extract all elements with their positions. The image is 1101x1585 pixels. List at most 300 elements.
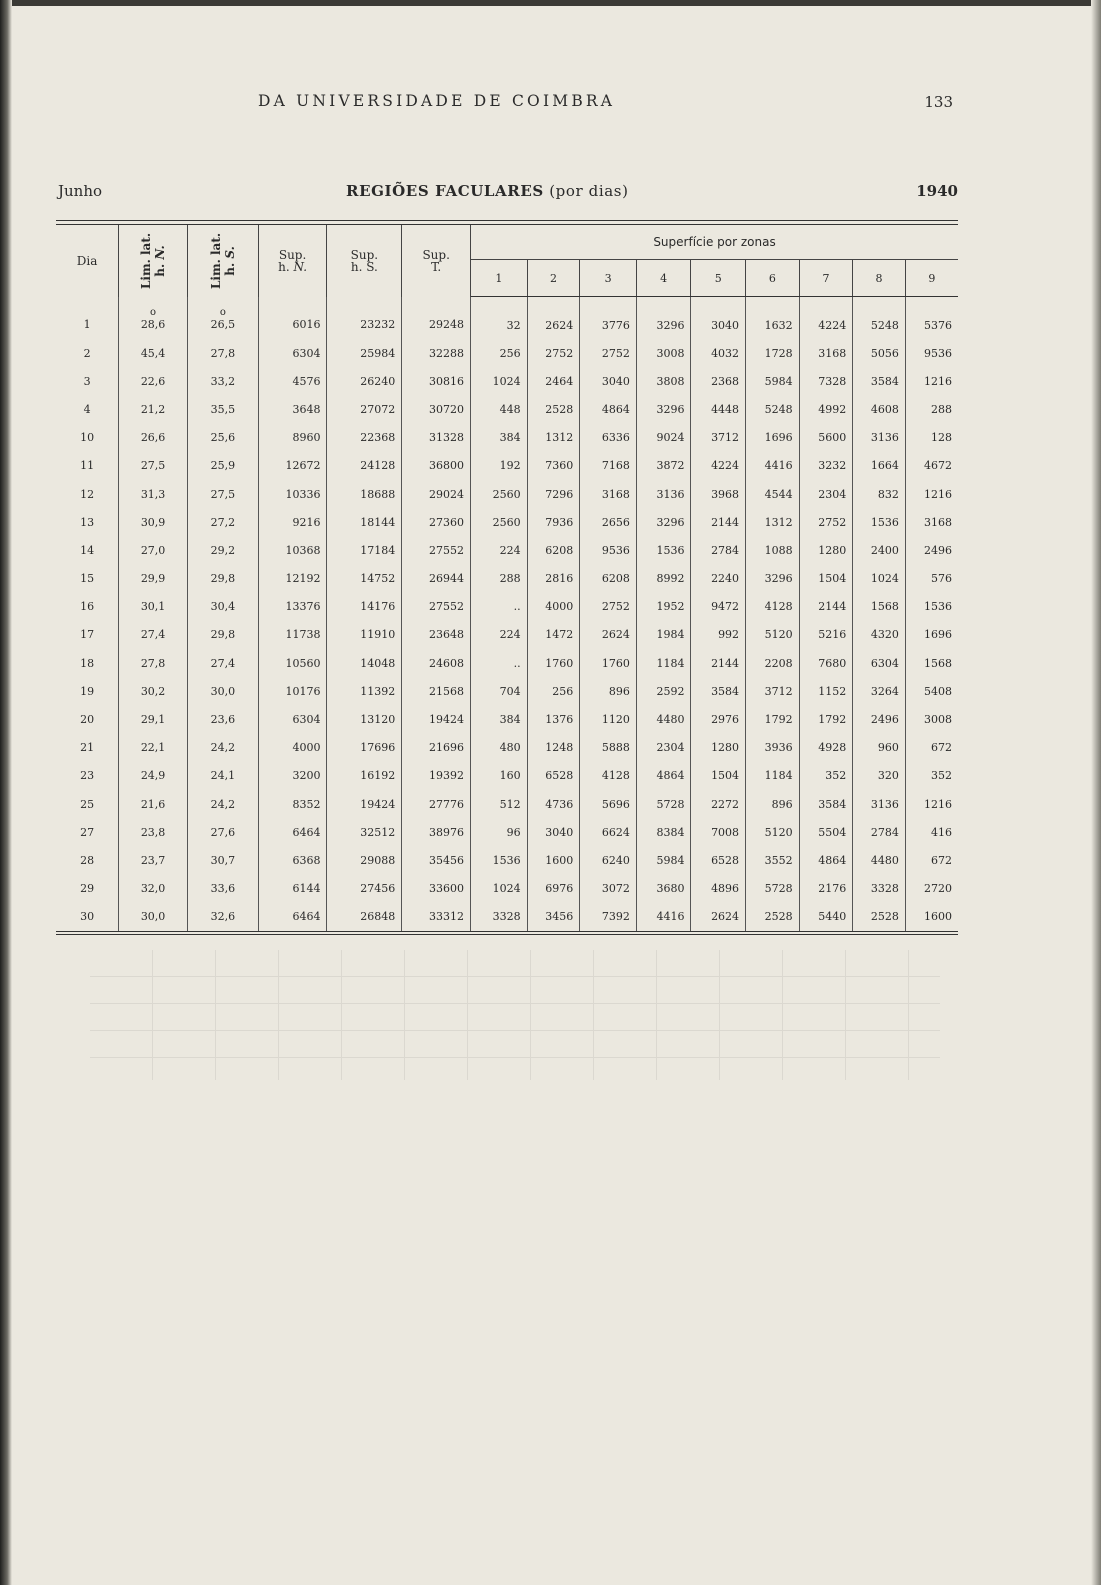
cell-value: 576 xyxy=(931,572,952,586)
degree-value xyxy=(140,307,166,332)
cell-value: 2784 xyxy=(853,818,906,846)
cell-value: 4224 xyxy=(691,452,746,480)
cell-value: 1664 xyxy=(853,452,906,480)
cell-latitude: 24,2 xyxy=(187,734,258,762)
cell-value: 5728 xyxy=(746,875,800,903)
cell-value: 11392 xyxy=(327,677,402,705)
cell-value: 3296 xyxy=(636,395,691,423)
cell-value: 1184 xyxy=(636,649,691,677)
cell-value: 3328 xyxy=(853,875,906,903)
cell-value: 27360 xyxy=(402,508,471,536)
cell-value: 5504 xyxy=(799,818,853,846)
cell-value: 1152 xyxy=(799,677,853,705)
cell-value: 5216 xyxy=(799,621,853,649)
cell-value: 1984 xyxy=(636,621,691,649)
cell-value: 2624 xyxy=(691,903,746,931)
table-row xyxy=(56,621,958,649)
col-sup-n: Sup. h. N. xyxy=(258,225,327,297)
cell-value: 320 xyxy=(853,762,906,790)
year-label: 1940 xyxy=(916,182,958,200)
cell-value: 4000 xyxy=(258,734,327,762)
cell-value: 384 xyxy=(471,424,528,452)
table-caption-row xyxy=(58,182,958,204)
cell-value: 3040 xyxy=(691,297,746,340)
cell-value: 6144 xyxy=(258,875,327,903)
cell-value: 2240 xyxy=(691,565,746,593)
cell-dia: 14 xyxy=(56,536,119,564)
cell-value: 5728 xyxy=(636,790,691,818)
cell-value: 2400 xyxy=(853,536,906,564)
cell-value: 4672 xyxy=(924,459,952,473)
cell-latitude: 22,6 xyxy=(119,367,188,395)
cell-value: 16192 xyxy=(327,762,402,790)
cell-value: 4576 xyxy=(258,367,327,395)
table-body xyxy=(56,297,958,931)
cell-latitude: 27,5 xyxy=(119,452,188,480)
cell-value: 5056 xyxy=(853,339,906,367)
cell-value: 14752 xyxy=(327,565,402,593)
page-edge-right xyxy=(1091,0,1101,1585)
cell-dia: 11 xyxy=(56,452,119,480)
zone-header-8: 8 xyxy=(853,260,906,297)
table-row xyxy=(56,875,958,903)
cell-value: 27776 xyxy=(402,790,471,818)
cell-value: 160 xyxy=(471,762,528,790)
cell-value: 6304 xyxy=(853,649,906,677)
cell-latitude: 33,6 xyxy=(187,875,258,903)
cell-value: 2656 xyxy=(580,508,637,536)
cell-value: 2208 xyxy=(746,649,800,677)
cell-value: 704 xyxy=(471,677,528,705)
cell-value: 5888 xyxy=(580,734,637,762)
cell-value: 1504 xyxy=(691,762,746,790)
cell-dia: 19 xyxy=(56,677,119,705)
cell-latitude: 23,7 xyxy=(119,846,188,874)
cell-value: 1568 xyxy=(853,593,906,621)
zone-header-7: 7 xyxy=(799,260,853,297)
cell-value: 5696 xyxy=(580,790,637,818)
cell-value: 2784 xyxy=(691,536,746,564)
cell-latitude: 27,8 xyxy=(119,649,188,677)
cell-value: 8992 xyxy=(636,565,691,593)
table-row xyxy=(56,705,958,733)
cell-value: 1280 xyxy=(799,536,853,564)
cell-value: 29024 xyxy=(402,480,471,508)
cell-value: 3008 xyxy=(924,713,952,727)
cell-value: 1216 xyxy=(924,374,952,388)
cell-value: 22368 xyxy=(327,424,402,452)
cell-latitude xyxy=(119,297,188,340)
cell-latitude: 27,8 xyxy=(187,339,258,367)
cell-latitude: 30,7 xyxy=(187,846,258,874)
cell-value: 1024 xyxy=(471,367,528,395)
cell-value: 6368 xyxy=(258,846,327,874)
cell-value: 27552 xyxy=(402,536,471,564)
cell-value: 3072 xyxy=(580,875,637,903)
cell-value: 12672 xyxy=(258,452,327,480)
cell-value: 5120 xyxy=(746,621,800,649)
cell-latitude: 27,5 xyxy=(187,480,258,508)
table-row xyxy=(56,297,958,340)
cell-dia: 23 xyxy=(56,762,119,790)
cell-value: 1504 xyxy=(799,565,853,593)
table-row xyxy=(56,649,958,677)
cell-value: 2752 xyxy=(799,508,853,536)
cell-latitude: 24,2 xyxy=(187,790,258,818)
cell-dia: 10 xyxy=(56,424,119,452)
cell-value: 896 xyxy=(580,677,637,705)
cell-dia: 12 xyxy=(56,480,119,508)
cell-value: 2304 xyxy=(799,480,853,508)
cell-value: 10336 xyxy=(258,480,327,508)
cell-value: 3680 xyxy=(636,875,691,903)
cell-value: 1536 xyxy=(471,846,528,874)
cell-value: 1792 xyxy=(799,705,853,733)
cell-value: 6464 xyxy=(258,818,327,846)
cell-latitude: 29,8 xyxy=(187,565,258,593)
table-row xyxy=(56,762,958,790)
cell-value: 26944 xyxy=(402,565,471,593)
cell-value: 10368 xyxy=(258,536,327,564)
cell-value: 19424 xyxy=(327,790,402,818)
table-row xyxy=(56,339,958,367)
cell-value: 1536 xyxy=(636,536,691,564)
cell-value: 4032 xyxy=(691,339,746,367)
zone-header-5: 5 xyxy=(691,260,746,297)
cell-latitude: 30,9 xyxy=(119,508,188,536)
cell-value: 4128 xyxy=(746,593,800,621)
cell-value: 1600 xyxy=(924,910,952,924)
cell-value: 33312 xyxy=(402,903,471,931)
cell-value: 9536 xyxy=(580,536,637,564)
cell-value: 1376 xyxy=(527,705,580,733)
zone-header-3: 3 xyxy=(580,260,637,297)
cell-value: 19392 xyxy=(402,762,471,790)
cell-value: 4320 xyxy=(853,621,906,649)
cell-value: 1216 xyxy=(924,487,952,501)
cell-latitude: 27,2 xyxy=(187,508,258,536)
cell-value: 6016 xyxy=(258,297,327,340)
cell-value: 26848 xyxy=(327,903,402,931)
cell-value: 5248 xyxy=(746,395,800,423)
zone-header-1: 1 xyxy=(471,260,528,297)
cell-value: 2592 xyxy=(636,677,691,705)
cell-latitude: 22,1 xyxy=(119,734,188,762)
cell-value: 13120 xyxy=(327,705,402,733)
cell-value: 1280 xyxy=(691,734,746,762)
cell-latitude: 21,6 xyxy=(119,790,188,818)
cell-latitude: 29,2 xyxy=(187,536,258,564)
cell-value: 384 xyxy=(471,705,528,733)
cell-dia: 21 xyxy=(56,734,119,762)
page-binding-shadow xyxy=(0,0,12,1585)
cell-value: 13376 xyxy=(258,593,327,621)
table-row xyxy=(56,790,958,818)
cell-dia: 13 xyxy=(56,508,119,536)
cell-value: 5984 xyxy=(746,367,800,395)
cell-latitude: 29,8 xyxy=(187,621,258,649)
col-lim-lat-n-label: Lim. lat. h. N. xyxy=(139,232,168,289)
cell-dia: 29 xyxy=(56,875,119,903)
cell-value: 2720 xyxy=(924,882,952,896)
table-row xyxy=(56,818,958,846)
cell-value: 3936 xyxy=(746,734,800,762)
cell-value: 4480 xyxy=(636,705,691,733)
cell-latitude: 45,4 xyxy=(119,339,188,367)
cell-latitude: 30,0 xyxy=(187,677,258,705)
cell-value: 5376 xyxy=(924,318,952,332)
cell-value: 2176 xyxy=(799,875,853,903)
cell-value: 27456 xyxy=(327,875,402,903)
cell-value: 3808 xyxy=(636,367,691,395)
col-group-zonas: Superfície por zonas xyxy=(653,235,776,249)
cell-value: 3328 xyxy=(471,903,528,931)
cell-value: 2304 xyxy=(636,734,691,762)
table-row xyxy=(56,508,958,536)
cell-value: 3296 xyxy=(746,565,800,593)
table-title xyxy=(346,182,629,200)
cell-value: 672 xyxy=(931,741,952,755)
latitude-text: 28,6 xyxy=(140,318,166,332)
cell-value: 3712 xyxy=(691,424,746,452)
cell-value: 960 xyxy=(853,734,906,762)
cell-value: 3264 xyxy=(853,677,906,705)
cell-value: 10560 xyxy=(258,649,327,677)
cell-value: 3968 xyxy=(691,480,746,508)
cell-value: 2272 xyxy=(691,790,746,818)
cell-latitude: 30,1 xyxy=(119,593,188,621)
cell-latitude: 27,4 xyxy=(119,621,188,649)
cell-value: 1024 xyxy=(471,875,528,903)
cell-value: 1216 xyxy=(924,797,952,811)
cell-value: 38976 xyxy=(402,818,471,846)
cell-value: 1760 xyxy=(527,649,580,677)
cell-value: 18688 xyxy=(327,480,402,508)
bottom-rule xyxy=(56,931,958,932)
cell-value: 5440 xyxy=(799,903,853,931)
cell-value: 4864 xyxy=(580,395,637,423)
latitude-text: 26,5 xyxy=(210,318,236,332)
cell-value: 8384 xyxy=(636,818,691,846)
cell-value: 480 xyxy=(471,734,528,762)
zone-header-6: 6 xyxy=(746,260,800,297)
cell-value: 416 xyxy=(931,825,952,839)
cell-value: 3136 xyxy=(636,480,691,508)
cell-value: 1728 xyxy=(746,339,800,367)
cell-value: 23648 xyxy=(402,621,471,649)
cell-value: 3008 xyxy=(636,339,691,367)
cell-value: 3584 xyxy=(853,367,906,395)
cell-value: 3584 xyxy=(799,790,853,818)
cell-value: 6336 xyxy=(580,424,637,452)
cell-value: 11738 xyxy=(258,621,327,649)
table-row xyxy=(56,565,958,593)
cell-latitude: 26,6 xyxy=(119,424,188,452)
cell-value: 1600 xyxy=(527,846,580,874)
table-row xyxy=(56,367,958,395)
cell-value: 27072 xyxy=(327,395,402,423)
cell-value: 2624 xyxy=(527,297,580,340)
cell-value: 5120 xyxy=(746,818,800,846)
cell-value: 2816 xyxy=(527,565,580,593)
bottom-rule-thin xyxy=(56,934,958,935)
cell-value: 3200 xyxy=(258,762,327,790)
cell-value: 33600 xyxy=(402,875,471,903)
col-dia: Dia xyxy=(56,225,119,297)
cell-value: 36800 xyxy=(402,452,471,480)
cell-value: 448 xyxy=(471,395,528,423)
cell-value: 2560 xyxy=(471,508,528,536)
cell-value: 4544 xyxy=(746,480,800,508)
cell-dia: 4 xyxy=(56,395,119,423)
cell-latitude: 23,6 xyxy=(187,705,258,733)
cell-dia: 15 xyxy=(56,565,119,593)
cell-value: 27552 xyxy=(402,593,471,621)
cell-latitude: 27,4 xyxy=(187,649,258,677)
cell-value: 5248 xyxy=(853,297,906,340)
table-row xyxy=(56,903,958,931)
cell-value: 4992 xyxy=(799,395,853,423)
cell-value: 1696 xyxy=(924,628,952,642)
cell-value: 5600 xyxy=(799,424,853,452)
cell-value: 3552 xyxy=(746,846,800,874)
cell-latitude: 21,2 xyxy=(119,395,188,423)
table-row xyxy=(56,846,958,874)
cell-dia: 18 xyxy=(56,649,119,677)
table-row xyxy=(56,452,958,480)
cell-value: 7360 xyxy=(527,452,580,480)
cell-value: 29248 xyxy=(402,297,471,340)
cell-value: 2144 xyxy=(691,508,746,536)
cell-value: 4896 xyxy=(691,875,746,903)
table-row xyxy=(56,424,958,452)
cell-value: 96 xyxy=(471,818,528,846)
cell-value: 24608 xyxy=(402,649,471,677)
cell-value: 4928 xyxy=(799,734,853,762)
table-row xyxy=(56,593,958,621)
zone-header-2: 2 xyxy=(527,260,580,297)
cell-value: 896 xyxy=(746,790,800,818)
cell-latitude: 27,0 xyxy=(119,536,188,564)
cell-value: 2144 xyxy=(691,649,746,677)
cell-value: 512 xyxy=(471,790,528,818)
cell-value: 5984 xyxy=(636,846,691,874)
cell-value: 3136 xyxy=(853,790,906,818)
cell-latitude: 29,9 xyxy=(119,565,188,593)
cell-value: 2560 xyxy=(471,480,528,508)
col-sup-s: Sup. h. S. xyxy=(327,225,402,297)
cell-value: 1760 xyxy=(580,649,637,677)
cell-value: 1024 xyxy=(853,565,906,593)
page-number: 133 xyxy=(924,93,953,111)
col-sup-t: Sup. T. xyxy=(402,225,471,297)
cell-dia: 17 xyxy=(56,621,119,649)
cell-value: 3168 xyxy=(580,480,637,508)
cell-value: 3872 xyxy=(636,452,691,480)
cell-value: 7328 xyxy=(799,367,853,395)
cell-value: 6208 xyxy=(580,565,637,593)
cell-value: 3456 xyxy=(527,903,580,931)
cell-value: 288 xyxy=(471,565,528,593)
cell-value: 1248 xyxy=(527,734,580,762)
cell-value: 3712 xyxy=(746,677,800,705)
cell-latitude: 24,1 xyxy=(187,762,258,790)
cell-dia: 16 xyxy=(56,593,119,621)
cell-value: 9536 xyxy=(924,346,952,360)
cell-latitude: 24,9 xyxy=(119,762,188,790)
cell-value: 8352 xyxy=(258,790,327,818)
cell-value: 2528 xyxy=(527,395,580,423)
cell-value: 5408 xyxy=(924,684,952,698)
col-lim-lat-s-label: Lim. lat. h. S. xyxy=(208,232,237,289)
cell-value: 1696 xyxy=(746,424,800,452)
cell-value: 18144 xyxy=(327,508,402,536)
cell-value: 4000 xyxy=(527,593,580,621)
cell-value: 3040 xyxy=(580,367,637,395)
cell-latitude: 25,9 xyxy=(187,452,258,480)
cell-value: 7936 xyxy=(527,508,580,536)
cell-value: 14176 xyxy=(327,593,402,621)
table-row xyxy=(56,734,958,762)
table-title-sub: (por dias) xyxy=(549,182,629,200)
cell-value: 29088 xyxy=(327,846,402,874)
cell-value: 6240 xyxy=(580,846,637,874)
cell-value: 6624 xyxy=(580,818,637,846)
running-head: DA UNIVERSIDADE DE COIMBRA xyxy=(258,92,616,110)
cell-value: 32 xyxy=(471,297,528,340)
cell-value: 6976 xyxy=(527,875,580,903)
faculae-table-container xyxy=(56,220,958,935)
cell-value: 4480 xyxy=(853,846,906,874)
cell-value: 2976 xyxy=(691,705,746,733)
cell-value: 352 xyxy=(931,769,952,783)
cell-value: 4416 xyxy=(746,452,800,480)
cell-value: 288 xyxy=(931,402,952,416)
cell-value: 3296 xyxy=(636,297,691,340)
cell-value: 256 xyxy=(527,677,580,705)
cell-value: 31328 xyxy=(402,424,471,452)
cell-latitude: 35,5 xyxy=(187,395,258,423)
cell-value: 128 xyxy=(931,431,952,445)
cell-value: 14048 xyxy=(327,649,402,677)
cell-value: 3168 xyxy=(799,339,853,367)
cell-value: 4608 xyxy=(853,395,906,423)
cell-value: 23232 xyxy=(327,297,402,340)
cell-latitude: 30,0 xyxy=(119,903,188,931)
cell-value: 1184 xyxy=(746,762,800,790)
cell-dia: 20 xyxy=(56,705,119,733)
cell-value: 6304 xyxy=(258,339,327,367)
cell-dia: 25 xyxy=(56,790,119,818)
cell-value: 2624 xyxy=(580,621,637,649)
cell-latitude: 32,6 xyxy=(187,903,258,931)
table-title-main: REGIÕES FACULARES xyxy=(346,182,544,200)
cell-value: 11910 xyxy=(327,621,402,649)
cell-value: 4128 xyxy=(580,762,637,790)
cell-value: 1536 xyxy=(924,600,952,614)
cell-value: 10176 xyxy=(258,677,327,705)
cell-value: 4448 xyxy=(691,395,746,423)
cell-value: 24128 xyxy=(327,452,402,480)
cell-latitude xyxy=(187,297,258,340)
cell-value: 672 xyxy=(931,853,952,867)
cell-value: 7008 xyxy=(691,818,746,846)
cell-dia: 30 xyxy=(56,903,119,931)
cell-dia: 2 xyxy=(56,339,119,367)
faculae-table xyxy=(56,225,958,931)
cell-value: 3296 xyxy=(636,508,691,536)
cell-value: 35456 xyxy=(402,846,471,874)
